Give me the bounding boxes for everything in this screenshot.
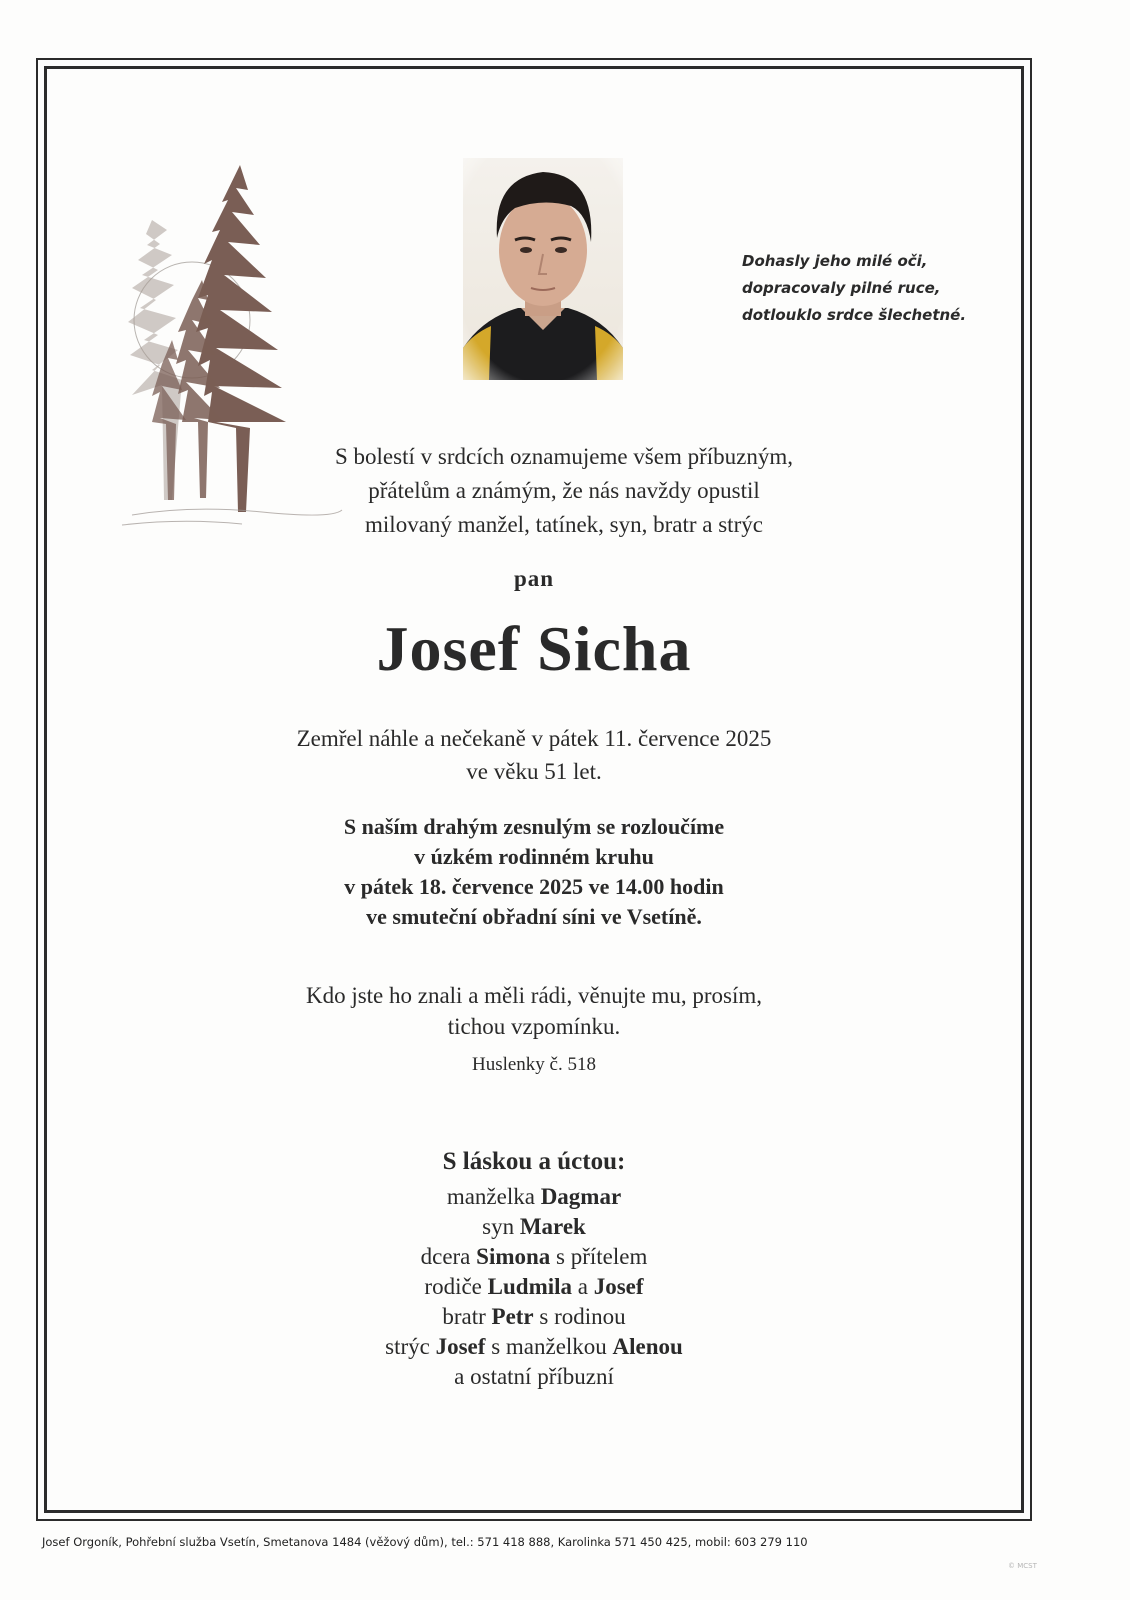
farewell-line: S naším drahým zesnulým se rozloučíme	[343, 814, 725, 839]
portrait-photo	[463, 158, 623, 380]
farewell-line: v pátek 18. července 2025 ve 14.00 hodin	[344, 874, 724, 899]
salutation: pan	[513, 566, 555, 591]
mourner-relation: rodiče	[424, 1274, 488, 1299]
farewell-line: v úzkém rodinném kruhu	[414, 844, 654, 869]
mourner-name: Josef	[435, 1334, 486, 1359]
mourner-row	[44, 1302, 1024, 1332]
mourner-name: Petr	[491, 1304, 534, 1329]
mourner-relation: manželka	[446, 1184, 541, 1209]
farewell-line: ve smuteční obřadní síni ve Vsetíně.	[366, 904, 702, 929]
intro-line: milovaný manžel, tatínek, syn, bratr a strýc	[365, 512, 763, 537]
death-line: Zemřel náhle a nečekaně v pátek 11. července 2025	[296, 726, 772, 751]
farewell-details	[44, 812, 1024, 932]
mourner-relation: a ostatní příbuzní	[454, 1364, 614, 1389]
mourner-relation: s přítelem	[550, 1244, 648, 1269]
mourner-name: Simona	[476, 1244, 551, 1269]
mourners-list	[44, 1182, 1024, 1392]
mourner-row	[44, 1212, 1024, 1242]
mourners-heading: S láskou a úctou:	[442, 1148, 626, 1175]
mourner-relation: strýc	[385, 1334, 436, 1359]
mourner-name: Ludmila	[487, 1274, 573, 1299]
remembrance-line: tichou vzpomínku.	[447, 1014, 621, 1039]
corner-mark: © MCST	[1008, 1562, 1037, 1570]
announcement-intro	[44, 440, 1024, 542]
quote-line: Dohasly jeho milé oči,	[742, 252, 928, 270]
mourner-name: Dagmar	[540, 1184, 622, 1209]
mourner-row	[44, 1332, 1024, 1362]
mourner-name: Marek	[519, 1214, 586, 1239]
mourner-name: Josef	[593, 1274, 644, 1299]
mourner-row	[44, 1242, 1024, 1272]
intro-line: přátelům a známým, že nás navždy opustil	[368, 478, 760, 503]
remembrance-line: Kdo jste ho znali a měli rádi, věnujte mu, prosím,	[305, 983, 763, 1008]
mourner-name: Alenou	[612, 1334, 683, 1359]
mourner-relation: s rodinou	[533, 1304, 626, 1329]
mourner-row	[44, 1272, 1024, 1302]
funeral-service-footer: Josef Orgoník, Pohřební služba Vsetín, Smetanova 1484 (věžový dům), tel.: 571 418 888, Karolinka 571 450 425, mobil: 603 279 110	[42, 1535, 808, 1549]
address: Huslenky č. 518	[471, 1054, 596, 1075]
remembrance-request	[44, 980, 1024, 1042]
death-notice	[44, 722, 1024, 788]
mourner-relation: dcera	[420, 1244, 477, 1269]
quote-line: dopracovaly pilné ruce,	[742, 279, 941, 297]
death-line: ve věku 51 let.	[466, 759, 602, 784]
memorial-quote	[742, 248, 1002, 329]
deceased-name: Josef Sicha	[376, 613, 692, 684]
mourner-row	[44, 1182, 1024, 1212]
mourner-relation: s manželkou	[485, 1334, 613, 1359]
intro-line: S bolestí v srdcích oznamujeme všem příbuzným,	[335, 444, 793, 469]
mourner-row	[44, 1362, 1024, 1392]
mourner-relation: bratr	[442, 1304, 492, 1329]
quote-line: dotlouklo srdce šlechetné.	[742, 306, 967, 324]
mourner-relation: a	[572, 1274, 594, 1299]
portrait-illustration	[463, 158, 623, 380]
mourner-relation: syn	[482, 1214, 520, 1239]
